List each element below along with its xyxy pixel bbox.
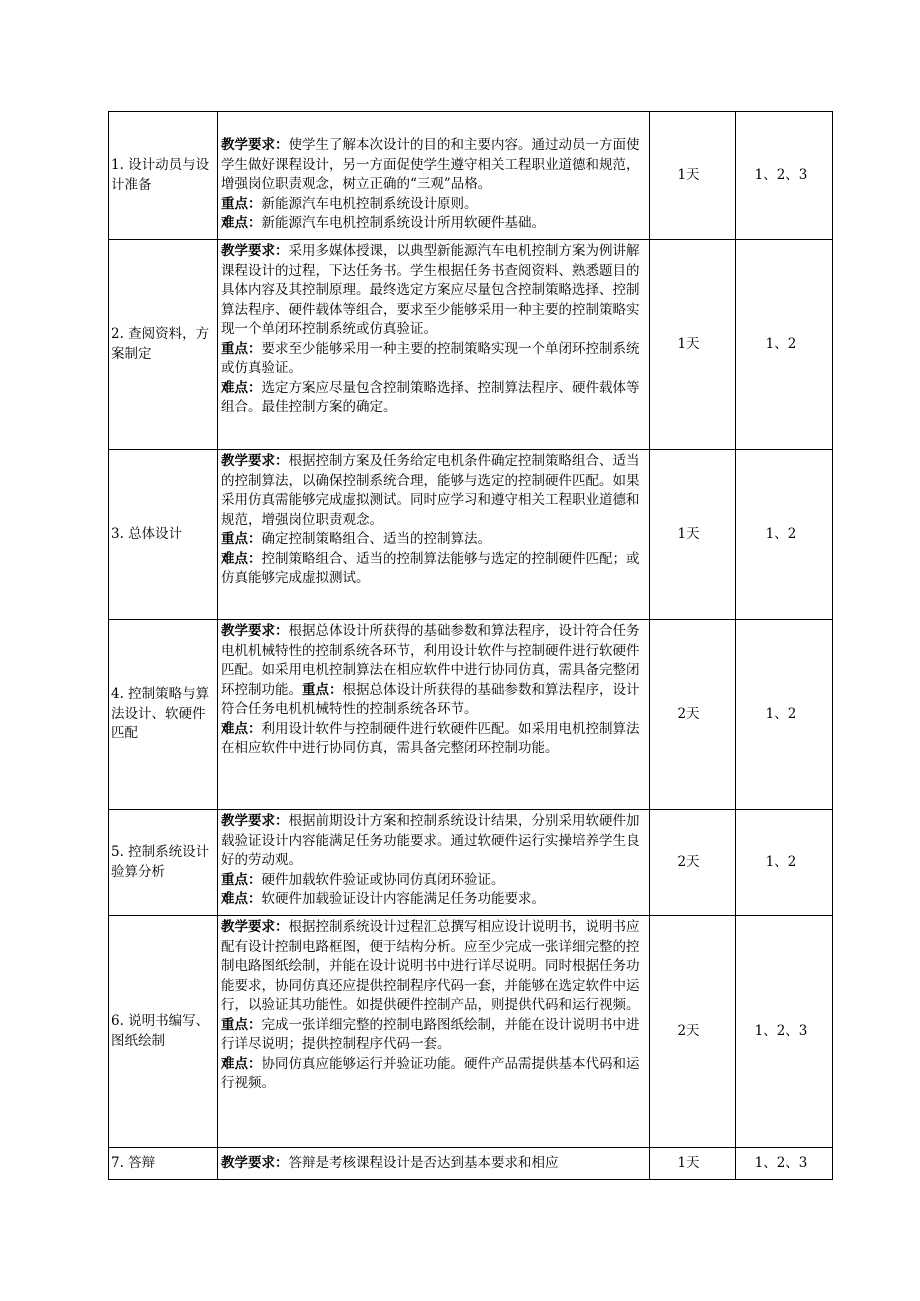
goals-cell: 1、2 [736, 450, 833, 620]
table-row [109, 810, 833, 916]
requirement-paragraph [221, 452, 647, 530]
stage-label: 5. 控制系统设计验算分析 [111, 844, 210, 880]
key-point-paragraph [221, 195, 647, 215]
table-row [109, 240, 833, 450]
key-point-label: 重点： [302, 681, 343, 698]
content-cell [218, 620, 650, 810]
requirement-label: 教学要求： [221, 453, 289, 469]
key-point-label: 重点： [221, 531, 262, 547]
key-point-paragraph [221, 340, 647, 379]
stage-label: 6. 说明书编写、图纸绘制 [111, 1013, 210, 1049]
goals-cell: 1、2、3 [736, 916, 833, 1148]
stage-label: 7. 答辩 [111, 1154, 156, 1171]
key-point-text: 新能源汽车电机控制系统设计原则。 [261, 195, 478, 212]
requirement-label: 教学要求： [221, 137, 289, 153]
key-point-paragraph [221, 1016, 647, 1055]
difficulty-paragraph [221, 550, 647, 589]
difficulty-label: 难点： [221, 379, 262, 396]
days-cell: 1天 [650, 112, 736, 240]
requirement-label: 教学要求： [221, 813, 289, 829]
key-point-text: 硬件加载软件验证或协同仿真闭环验证。 [261, 871, 505, 888]
key-point-label: 重点： [221, 871, 262, 888]
difficulty-text: 利用设计软件与控制硬件进行软硬件匹配。如采用电机控制算法在相应软件中进行协同仿真，需具备完整闭环控制功能。 [221, 720, 640, 756]
difficulty-label: 难点： [221, 891, 262, 907]
difficulty-label: 难点： [221, 215, 262, 231]
stage-cell [109, 916, 218, 1148]
stage-cell [109, 450, 218, 620]
days-cell: 1天 [650, 450, 736, 620]
table-row [109, 1148, 833, 1180]
difficulty-label: 难点： [221, 550, 262, 567]
requirement-paragraph [221, 918, 647, 1016]
goals-cell: 1、2 [736, 240, 833, 450]
difficulty-paragraph [221, 720, 647, 759]
requirement-label: 教学要求： [221, 623, 289, 639]
key-point-text: 根据总体设计所获得的基础参数和算法程序，设计符合任务电机机械特性的控制系统各环节。 [221, 681, 640, 717]
stage-cell [109, 810, 218, 916]
content-cell [218, 112, 650, 240]
key-point-text: 要求至少能够采用一种主要的控制策略实现一个单闭环控制系统或仿真验证。 [221, 340, 640, 376]
difficulty-text: 软硬件加载验证设计内容能满足任务功能要求。 [261, 891, 545, 907]
stage-label: 4. 控制策略与算法设计、软硬件匹配 [111, 686, 210, 742]
requirement-text: 根据前期设计方案和控制系统设计结果，分别采用软硬件加载验证设计内容能满足任务功能要求。通过软硬件运行实操培养学生良好的劳动观。 [221, 813, 640, 868]
difficulty-text: 控制策略组合、适当的控制算法能够与选定的控制硬件匹配；或仿真能够完成虚拟测试。 [221, 550, 640, 586]
days-cell: 2天 [650, 916, 736, 1148]
requirement-paragraph [221, 622, 647, 720]
stage-cell [109, 112, 218, 240]
content-cell [218, 810, 650, 916]
difficulty-label: 难点： [221, 720, 262, 737]
difficulty-paragraph [221, 379, 647, 418]
key-point-label: 重点： [221, 195, 262, 212]
goals-cell: 1、2、3 [736, 112, 833, 240]
requirement-label: 教学要求： [221, 1154, 289, 1171]
schedule-table [108, 111, 833, 1180]
days-cell: 1天 [650, 240, 736, 450]
stage-label: 2. 查阅资料，方案制定 [111, 326, 210, 362]
content-cell [218, 240, 650, 450]
table-row [109, 112, 833, 240]
requirement-paragraph [221, 812, 647, 871]
stage-cell [109, 1148, 218, 1180]
stage-label: 1. 设计动员与设计准备 [111, 157, 210, 193]
difficulty-paragraph [221, 214, 647, 234]
requirement-paragraph [221, 242, 647, 340]
content-cell [218, 916, 650, 1148]
table-row [109, 450, 833, 620]
stage-label: 3. 总体设计 [111, 525, 183, 542]
difficulty-text: 选定方案应尽量包含控制策略选择、控制算法程序、硬件载体等组合。最佳控制方案的确定。 [221, 379, 640, 415]
table-row [109, 620, 833, 810]
requirement-label: 教学要求： [221, 243, 289, 259]
key-point-text: 完成一张详细完整的控制电路图纸绘制，并能在设计说明书中进行详尽说明；提供控制程序代码一套。 [221, 1016, 640, 1052]
table-row [109, 916, 833, 1148]
goals-cell: 1、2 [736, 620, 833, 810]
requirement-text: 根据控制系统设计过程汇总撰写相应设计说明书，说明书应配有设计控制电路框图，便于结构分析。应至少完成一张详细完整的控制电路图纸绘制，并能在设计说明书中进行详尽说明。同时根据任务功能要求，协同仿真还应提供控制程序代码一套，并能够在选定软件中运行，以验证其功能性。如提供硬件控制产品，则提供代码和运行视频。 [221, 919, 640, 1013]
days-cell: 2天 [650, 620, 736, 810]
requirement-paragraph [221, 1154, 647, 1174]
difficulty-text: 新能源汽车电机控制系统设计所用软硬件基础。 [261, 215, 545, 231]
requirement-paragraph [221, 136, 647, 195]
requirement-text: 采用多媒体授课，以典型新能源汽车电机控制方案为例讲解课程设计的过程，下达任务书。学生根据任务书查阅资料、熟悉题目的具体内容及其控制原理。最终选定方案应尽量包含控制策略选择、控制算法程序、硬件载体等组合，要求至少能够采用一种主要的控制策略实现一个单闭环控制系统或仿真验证。 [221, 243, 640, 337]
stage-cell [109, 240, 218, 450]
goals-cell: 1、2 [736, 810, 833, 916]
requirement-text: 使学生了解本次设计的目的和主要内容。通过动员一方面使学生做好课程设计，另一方面促使学生遵守相关工程职业道德和规范，增强岗位职责观念，树立正确的“三观”品格。 [221, 137, 640, 192]
key-point-paragraph [221, 530, 647, 550]
difficulty-label: 难点： [221, 1055, 262, 1072]
content-cell [218, 450, 650, 620]
stage-cell [109, 620, 218, 810]
difficulty-text: 协同仿真应能够运行并验证功能。硬件产品需提供基本代码和运行视频。 [221, 1055, 640, 1091]
key-point-label: 重点： [221, 1016, 262, 1033]
key-point-text: 确定控制策略组合、适当的控制算法。 [261, 531, 491, 547]
goals-cell: 1、2、3 [736, 1148, 833, 1180]
requirement-text: 根据控制方案及任务给定电机条件确定控制策略组合、适当的控制算法，以确保控制系统合理，能够与选定的控制硬件匹配。如果采用仿真需能够完成虚拟测试。同时应学习和遵守相关工程职业道德和规范，增强岗位职责观念。 [221, 453, 640, 528]
content-cell [218, 1148, 650, 1180]
key-point-paragraph [221, 871, 647, 891]
requirement-text: 根据总体设计所获得的基础参数和算法程序，设计符合任务电机机械特性的控制系统各环节，利用设计软件与控制硬件进行软硬件匹配。如采用电机控制算法在相应软件中进行协同仿真，需具备完整闭环控制功能。 [221, 623, 640, 698]
days-cell: 1天 [650, 1148, 736, 1180]
difficulty-paragraph [221, 1055, 647, 1094]
difficulty-paragraph [221, 890, 647, 910]
requirement-text: 答辩是考核课程设计是否达到基本要求和相应 [288, 1154, 559, 1171]
key-point-label: 重点： [221, 340, 262, 357]
requirement-label: 教学要求： [221, 919, 289, 935]
days-cell: 2天 [650, 810, 736, 916]
